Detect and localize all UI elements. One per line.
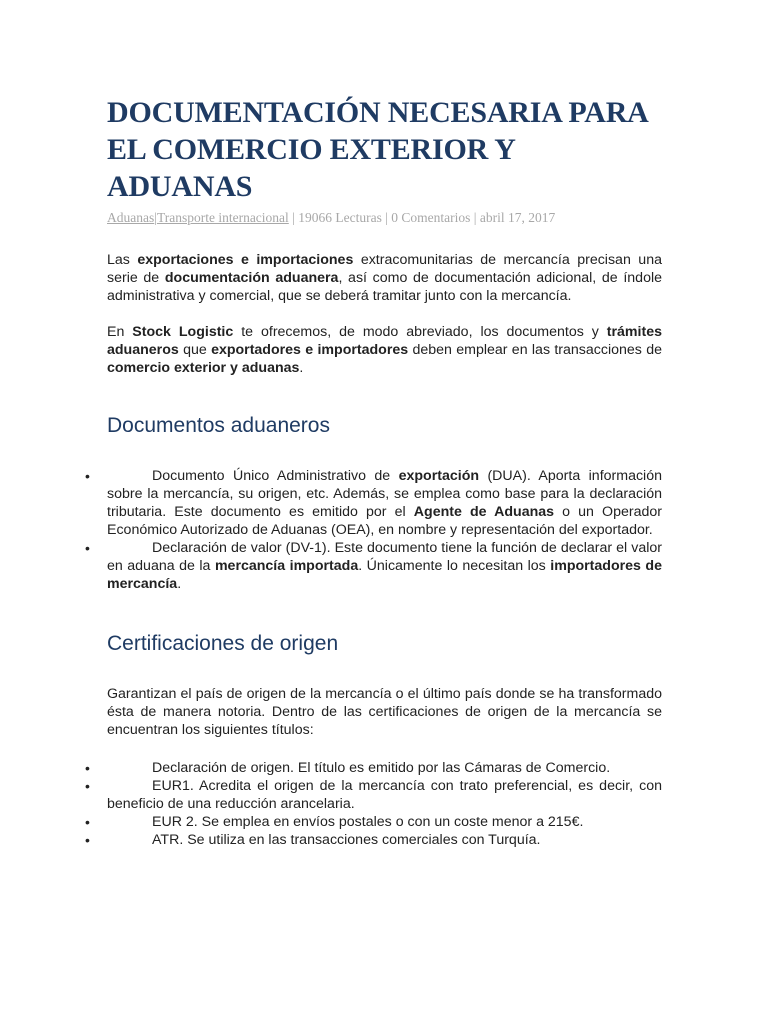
intro-paragraph-1: Las exportaciones e importaciones extracomunitarias de mercancía precisan una serie de documentación aduanera, así como de documentación adicional, de índole administrativa y comercial, que se deberá tramitar junto con la mercancía. <box>107 252 662 304</box>
bullet-icon: • <box>85 540 90 556</box>
list-item-text: Documento Único Administrativo de exportación (DUA). Aporta información sobre la mercancía, su origen, etc. Además, se emplea como base para la declaración tributaria. Este documento es emitido por el Agente de Aduanas o un Operador Económico Autorizado de Aduanas (OEA), en nombre y representación del exportador. <box>107 468 662 538</box>
bullet-icon: • <box>85 468 90 484</box>
section-heading-documentos: Documentos aduaneros <box>107 414 330 437</box>
meta-separator: | <box>154 210 157 225</box>
article-meta <box>107 209 662 227</box>
certificaciones-list <box>85 759 662 849</box>
certificaciones-intro: Garantizan el país de origen de la mercancía o el último país donde se ha transformado ésta de manera notoria. Dentro de las certificaciones de origen de la mercancía se encuentran los siguientes títulos: <box>107 686 662 738</box>
list-item <box>85 831 662 849</box>
list-item-text: EUR1. Acredita el origen de la mercancía con trato preferencial, es decir, con beneficio de una reducción arancelaria. <box>107 778 662 812</box>
intro-paragraph-2: En Stock Logistic te ofrecemos, de modo abreviado, los documentos y trámites aduaneros que exportadores e importadores deben emplear en las transacciones de comercio exterior y aduanas. <box>107 324 662 376</box>
list-item-text: EUR 2. Se emplea en envíos postales o con un coste menor a 215€. <box>152 814 584 830</box>
bullet-icon: • <box>85 778 90 794</box>
list-item <box>85 777 662 813</box>
documentos-list <box>85 467 662 593</box>
list-item <box>85 759 662 777</box>
category-link-aduanas[interactable]: Aduanas <box>107 210 155 225</box>
list-item-text: Declaración de origen. El título es emitido por las Cámaras de Comercio. <box>152 760 611 776</box>
bullet-icon: • <box>85 814 90 830</box>
article <box>85 94 662 849</box>
list-item <box>85 539 662 593</box>
list-item <box>85 467 662 539</box>
category-link-transporte[interactable]: Transporte internacional <box>156 210 289 225</box>
bullet-icon: • <box>85 832 90 848</box>
list-item <box>85 813 662 831</box>
bullet-icon: • <box>85 760 90 776</box>
list-item-text: Declaración de valor (DV-1). Este documento tiene la función de declarar el valor en aduana de la mercancía importada. Únicamente lo necesitan los importadores de mercancía. <box>107 540 662 592</box>
meta-stats: | 19066 Lecturas | 0 Comentarios | abril 17, 2017 <box>288 210 556 225</box>
article-title: DOCUMENTACIÓN NECESARIA PARA EL COMERCIO EXTERIOR Y ADUANAS <box>107 96 647 203</box>
list-item-text: ATR. Se utiliza en las transacciones comerciales con Turquía. <box>152 832 541 848</box>
section-heading-certificaciones: Certificaciones de origen <box>107 632 339 655</box>
